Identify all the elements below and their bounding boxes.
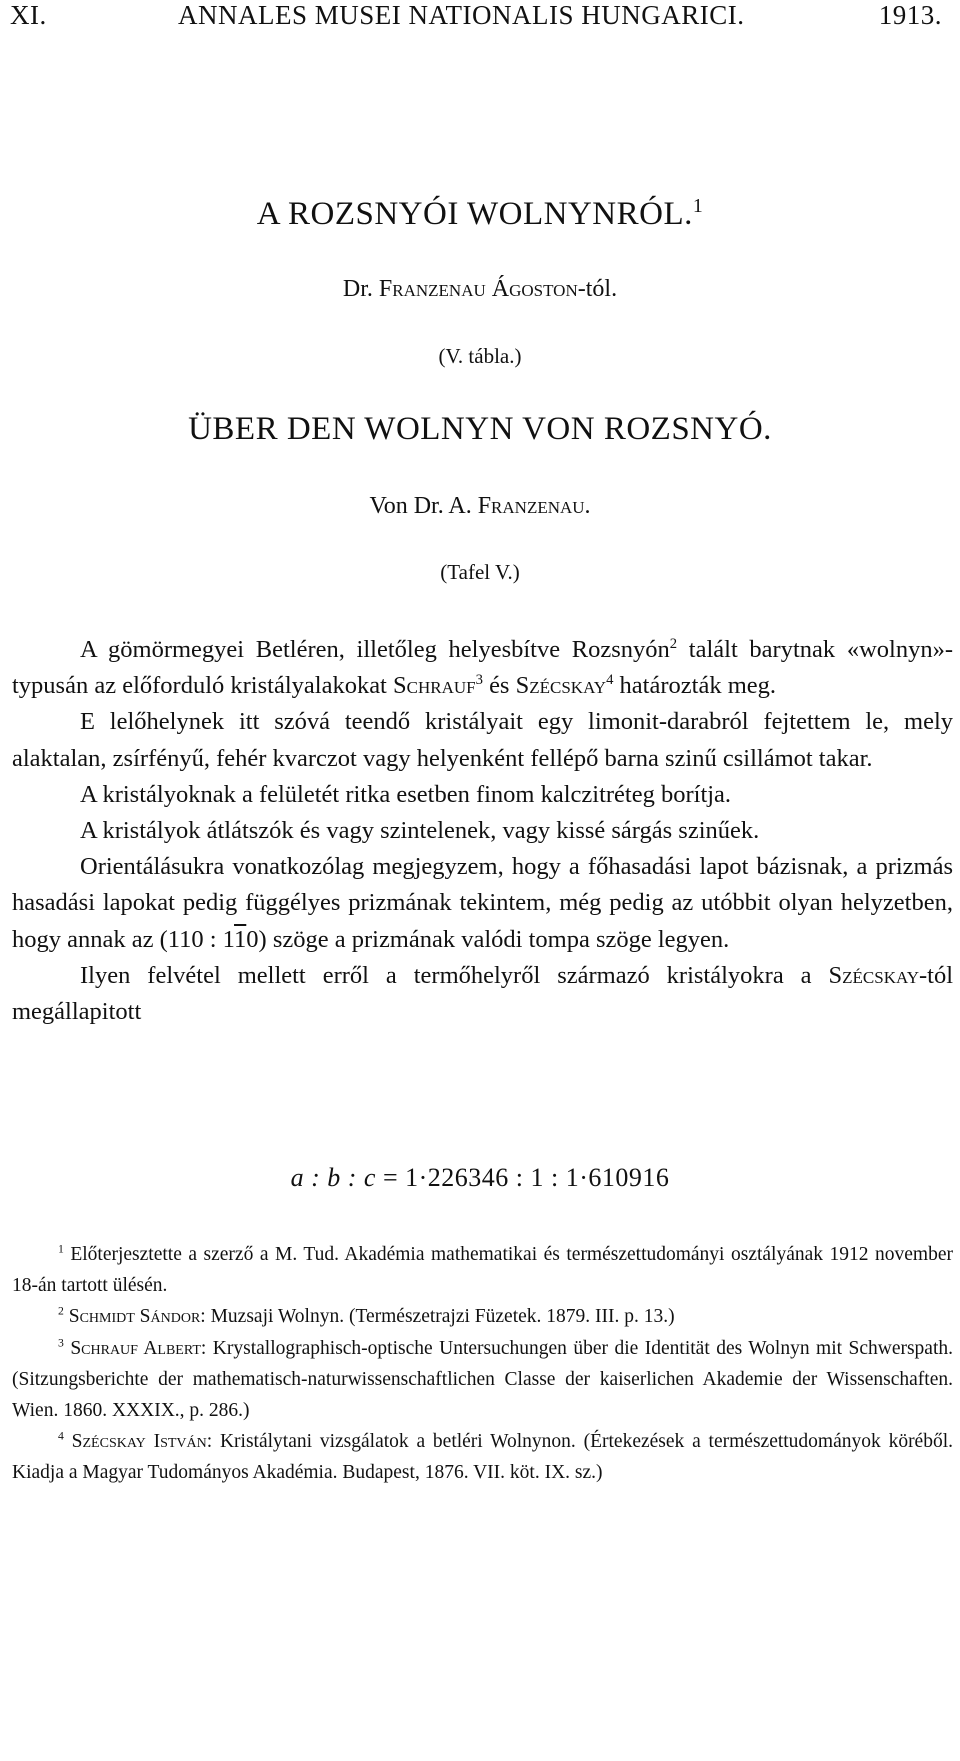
axial-ratio-formula <box>0 1163 960 1193</box>
footnote-mark: 2 <box>58 1304 64 1318</box>
text: és <box>482 672 510 700</box>
text: A gömörmegyei Betléren, illetőleg helyesbítve Rozsnyón <box>80 636 670 663</box>
volume-number: XI. <box>10 0 47 30</box>
author-name: Schrauf <box>393 672 476 700</box>
plate-reference-german: (Tafel V.) <box>440 560 520 584</box>
footnote-mark: 1 <box>58 1242 64 1256</box>
author-prefix: Dr. <box>342 276 373 302</box>
plate-reference-hungarian: (V. tábla.) <box>438 344 522 368</box>
text: határozták meg. <box>613 672 776 700</box>
footnote <box>12 1426 953 1488</box>
footnote-text: : Kristálytani vizsgálatok a betléri Wolnynon. (Értekezések a természettudományok köréből. Kiadja a Magyar Tudományos Akadémia. Budapest, 1876. VII. köt. IX. sz.) <box>12 1431 954 1484</box>
text: -tól megállapitott <box>12 961 954 1026</box>
author-name: Szécskay <box>515 672 607 700</box>
footnote-mark: 4 <box>58 1429 64 1443</box>
footnote-ref: 2 <box>669 635 678 652</box>
text: talált barytnak «wolnyn»-typusán az előforduló kristályalakokat <box>12 636 953 700</box>
text: Ilyen felvétel mellett erről a termőhelyről származó kristályokra a <box>80 961 812 989</box>
running-header <box>10 0 942 40</box>
footnote <box>12 1239 953 1301</box>
footnote-author: Schmidt Sándor <box>68 1306 201 1328</box>
paragraph: A kristályok átlátszók és vagy szintelenek, vagy kissé sárgás szinűek. <box>80 817 760 845</box>
article-title-german: ÜBER DEN WOLNYN VON ROZSNYÓ. <box>188 411 772 447</box>
text: Orientálásukra vonatkozólag megjegyzem, hogy a főhasadási lapot bázisnak, a prizmás hasadási lapokat pedig függélyes prizmának tekintem, még pedig az utóbbit olyan helyzetben, hogy annak az (110 : 1 <box>12 853 953 953</box>
footnote-text: Előterjesztette a szerző a M. Tud. Akadémia mathematikai és természettudományi osztályának 1912 november 18-án tartott ülésén. <box>12 1244 953 1297</box>
formula-rhs: = 1·226346 : 1 : 1·610916 <box>375 1163 670 1192</box>
footnote-text: : Muzsaji Wolnyn. (Természetrajzi Füzetek. 1879. III. p. 13.) <box>200 1306 675 1328</box>
footnote-ref: 4 <box>606 672 614 689</box>
footnote-ref: 1 <box>692 195 704 217</box>
footnote <box>12 1301 953 1332</box>
footnote-ref: 3 <box>475 672 483 689</box>
year: 1913. <box>878 0 942 30</box>
footnotes <box>12 1239 953 1489</box>
footnote-author: Schrauf Albert <box>70 1337 201 1359</box>
author-name: Szécskay <box>828 961 919 989</box>
paragraph <box>12 632 953 704</box>
journal-title: ANNALES MUSEI NATIONALIS HUNGARICI. <box>178 0 745 30</box>
author-name: Franzenau Ágoston <box>378 276 578 302</box>
author-suffix: -tól. <box>577 276 618 302</box>
article-title-hungarian <box>0 196 960 233</box>
paragraph: E lelőhelynek itt szóvá teendő kristályait egy limonit-darabról fejtettem le, mely alaktalan, zsírfényű, fehér kvarczot vagy helyenként fellépő barna szinű csillámot takar. <box>12 708 953 772</box>
footnote-author: Szécskay István <box>71 1431 207 1453</box>
paragraph <box>12 849 953 958</box>
footnote-text: : Krystallographisch-optische Untersuchungen über die Identität des Wolnyn mit Schwerspath. (Sitzungsberichte der mathematisch-naturwissenschaftlichen Classe der kaiserlichen Akademie der Wissenschaften. Wien. 1860. XXXIX., p. 286.) <box>12 1337 954 1422</box>
author-name: Franzenau. <box>477 493 591 519</box>
paragraph: A kristályoknak a felületét ritka esetben finom kalczitréteg borítja. <box>80 780 732 808</box>
footnote <box>12 1333 953 1427</box>
text: 0) szöge a prizmának valódi tompa szöge legyen. <box>246 925 730 953</box>
author-line-german <box>0 493 960 520</box>
body-text <box>12 632 953 1030</box>
formula-lhs: a : b : c <box>290 1163 376 1192</box>
author-line-hungarian <box>0 276 960 303</box>
overlined-index: 1 <box>234 925 247 953</box>
footnote-mark: 3 <box>58 1336 64 1350</box>
author-prefix: Von Dr. A. <box>369 493 472 519</box>
paragraph <box>12 958 953 1030</box>
title-text: A ROZSNYÓI WOLNYNRÓL. <box>256 196 693 232</box>
